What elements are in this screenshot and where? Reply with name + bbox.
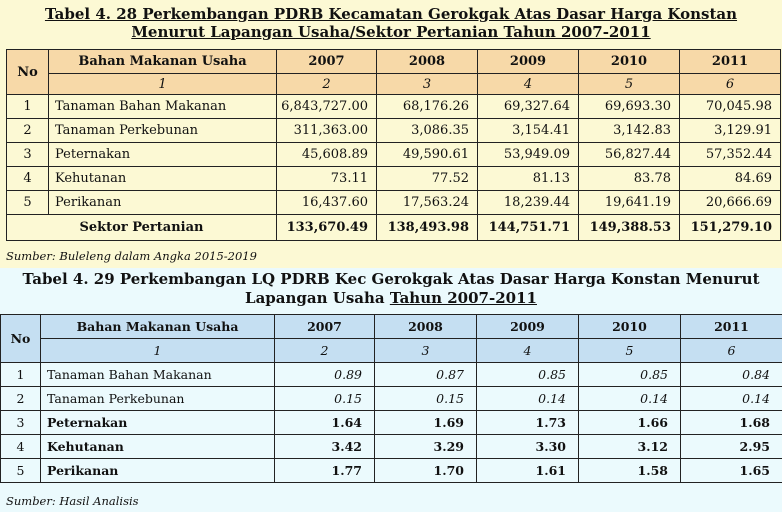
cell-value: 17,563.24 <box>377 191 478 215</box>
cell-value: 3.42 <box>275 435 375 459</box>
table1-col-index: 2 <box>277 74 377 95</box>
table2-title-line1: Tabel 4. 29 Perkembangan LQ PDRB Kec Gerokgak Atas Dasar Harga Konstan Menurut <box>22 270 760 288</box>
row-no: 5 <box>1 459 41 483</box>
cell-value: 1.70 <box>375 459 477 483</box>
cell-value: 0.89 <box>275 363 375 387</box>
row-no: 3 <box>1 411 41 435</box>
cell-value: 69,693.30 <box>579 95 680 119</box>
table2-col-index: 6 <box>681 339 782 363</box>
table-row <box>7 119 781 143</box>
cell-value: 20,666.69 <box>680 191 781 215</box>
cell-value: 19,641.19 <box>579 191 680 215</box>
cell-value: 56,827.44 <box>579 143 680 167</box>
table-row <box>7 167 781 191</box>
table2-title-line2 <box>0 289 782 307</box>
table-row <box>7 143 781 167</box>
table-row <box>1 363 782 387</box>
table2-header-no: No <box>1 315 41 363</box>
table1-title-line2: Menurut Lapangan Usaha/Sektor Pertanian Tahun 2007-2011 <box>131 23 651 41</box>
cell-value: 77.52 <box>377 167 478 191</box>
table1-col-index: 4 <box>478 74 579 95</box>
table1-col-index: 1 <box>49 74 277 95</box>
cell-value: 3.29 <box>375 435 477 459</box>
cell-value: 0.85 <box>477 363 579 387</box>
table1-index-row <box>7 74 781 95</box>
table2-header-row <box>1 315 782 339</box>
cell-value: 53,949.09 <box>478 143 579 167</box>
table2-col-index: 1 <box>41 339 275 363</box>
row-name: Peternakan <box>41 411 275 435</box>
table-row <box>7 95 781 119</box>
table2-col-index: 4 <box>477 339 579 363</box>
cell-value: 0.14 <box>477 387 579 411</box>
row-no: 5 <box>7 191 49 215</box>
cell-value: 81.13 <box>478 167 579 191</box>
total-label: Sektor Pertanian <box>7 215 277 241</box>
table2-col-index: 3 <box>375 339 477 363</box>
total-value: 144,751.71 <box>478 215 579 241</box>
table2-col-index: 2 <box>275 339 375 363</box>
table1-col-index: 6 <box>680 74 781 95</box>
row-no: 3 <box>7 143 49 167</box>
cell-value: 1.58 <box>579 459 681 483</box>
table1-header-year: 2008 <box>377 50 478 74</box>
cell-value: 0.14 <box>579 387 681 411</box>
cell-value: 68,176.26 <box>377 95 478 119</box>
table2-header-year: 2009 <box>477 315 579 339</box>
table2-index-row <box>1 339 782 363</box>
cell-value: 1.68 <box>681 411 782 435</box>
cell-value: 84.69 <box>680 167 781 191</box>
table2-header-year: 2011 <box>681 315 782 339</box>
table2-source: Sumber: Hasil Analisis <box>6 494 139 508</box>
row-name: Tanaman Perkebunan <box>41 387 275 411</box>
table1-pdrb <box>6 49 781 241</box>
cell-value: 18,239.44 <box>478 191 579 215</box>
table2-lq <box>0 314 782 483</box>
cell-value: 0.14 <box>681 387 782 411</box>
row-no: 2 <box>7 119 49 143</box>
table2-col-index: 5 <box>579 339 681 363</box>
cell-value: 0.87 <box>375 363 477 387</box>
cell-value: 49,590.61 <box>377 143 478 167</box>
table2-header-year: 2007 <box>275 315 375 339</box>
cell-value: 3,142.83 <box>579 119 680 143</box>
cell-value: 3.12 <box>579 435 681 459</box>
table2-header-name: Bahan Makanan Usaha <box>41 315 275 339</box>
table2-header-year: 2010 <box>579 315 681 339</box>
table1-header-year: 2009 <box>478 50 579 74</box>
table2-header-year: 2008 <box>375 315 477 339</box>
row-name: Kehutanan <box>41 435 275 459</box>
cell-value: 73.11 <box>277 167 377 191</box>
table2-title-line2-part1: Lapangan Usaha <box>245 289 390 307</box>
cell-value: 1.73 <box>477 411 579 435</box>
cell-value: 45,608.89 <box>277 143 377 167</box>
table-row <box>1 459 782 483</box>
table1-header-name: Bahan Makanan Usaha <box>49 50 277 74</box>
table1-header-year: 2011 <box>680 50 781 74</box>
cell-value: 0.15 <box>375 387 477 411</box>
cell-value: 6,843,727.00 <box>277 95 377 119</box>
cell-value: 3,086.35 <box>377 119 478 143</box>
cell-value: 0.15 <box>275 387 375 411</box>
row-name: Perikanan <box>41 459 275 483</box>
table1-col-index: 3 <box>377 74 478 95</box>
cell-value: 0.85 <box>579 363 681 387</box>
cell-value: 1.65 <box>681 459 782 483</box>
table1-header-year: 2010 <box>579 50 680 74</box>
cell-value: 83.78 <box>579 167 680 191</box>
table2-title-line2-part2: Tahun 2007-2011 <box>389 289 537 307</box>
row-no: 1 <box>1 363 41 387</box>
table-row <box>1 387 782 411</box>
cell-value: 3,129.91 <box>680 119 781 143</box>
total-value: 133,670.49 <box>277 215 377 241</box>
row-no: 4 <box>7 167 49 191</box>
row-no: 4 <box>1 435 41 459</box>
cell-value: 3,154.41 <box>478 119 579 143</box>
table-row <box>7 191 781 215</box>
table-row <box>1 411 782 435</box>
row-name: Kehutanan <box>49 167 277 191</box>
table1-total-row <box>7 215 781 241</box>
row-name: Tanaman Bahan Makanan <box>41 363 275 387</box>
table1-col-index: 5 <box>579 74 680 95</box>
table1-header-row <box>7 50 781 74</box>
total-value: 138,493.98 <box>377 215 478 241</box>
table-row <box>1 435 782 459</box>
cell-value: 1.66 <box>579 411 681 435</box>
cell-value: 1.61 <box>477 459 579 483</box>
table1-title-line1: Tabel 4. 28 Perkembangan PDRB Kecamatan Gerokgak Atas Dasar Harga Konstan <box>44 5 738 23</box>
cell-value: 1.69 <box>375 411 477 435</box>
cell-value: 57,352.44 <box>680 143 781 167</box>
cell-value: 1.64 <box>275 411 375 435</box>
row-no: 1 <box>7 95 49 119</box>
row-name: Perikanan <box>49 191 277 215</box>
row-no: 2 <box>1 387 41 411</box>
table1-header-year: 2007 <box>277 50 377 74</box>
cell-value: 69,327.64 <box>478 95 579 119</box>
row-name: Tanaman Bahan Makanan <box>49 95 277 119</box>
cell-value: 0.84 <box>681 363 782 387</box>
table1-header-no: No <box>7 50 49 95</box>
cell-value: 1.77 <box>275 459 375 483</box>
cell-value: 2.95 <box>681 435 782 459</box>
table1-source: Sumber: Buleleng dalam Angka 2015-2019 <box>6 249 257 263</box>
cell-value: 3.30 <box>477 435 579 459</box>
row-name: Tanaman Perkebunan <box>49 119 277 143</box>
total-value: 149,388.53 <box>579 215 680 241</box>
cell-value: 16,437.60 <box>277 191 377 215</box>
total-value: 151,279.10 <box>680 215 781 241</box>
row-name: Peternakan <box>49 143 277 167</box>
cell-value: 311,363.00 <box>277 119 377 143</box>
cell-value: 70,045.98 <box>680 95 781 119</box>
